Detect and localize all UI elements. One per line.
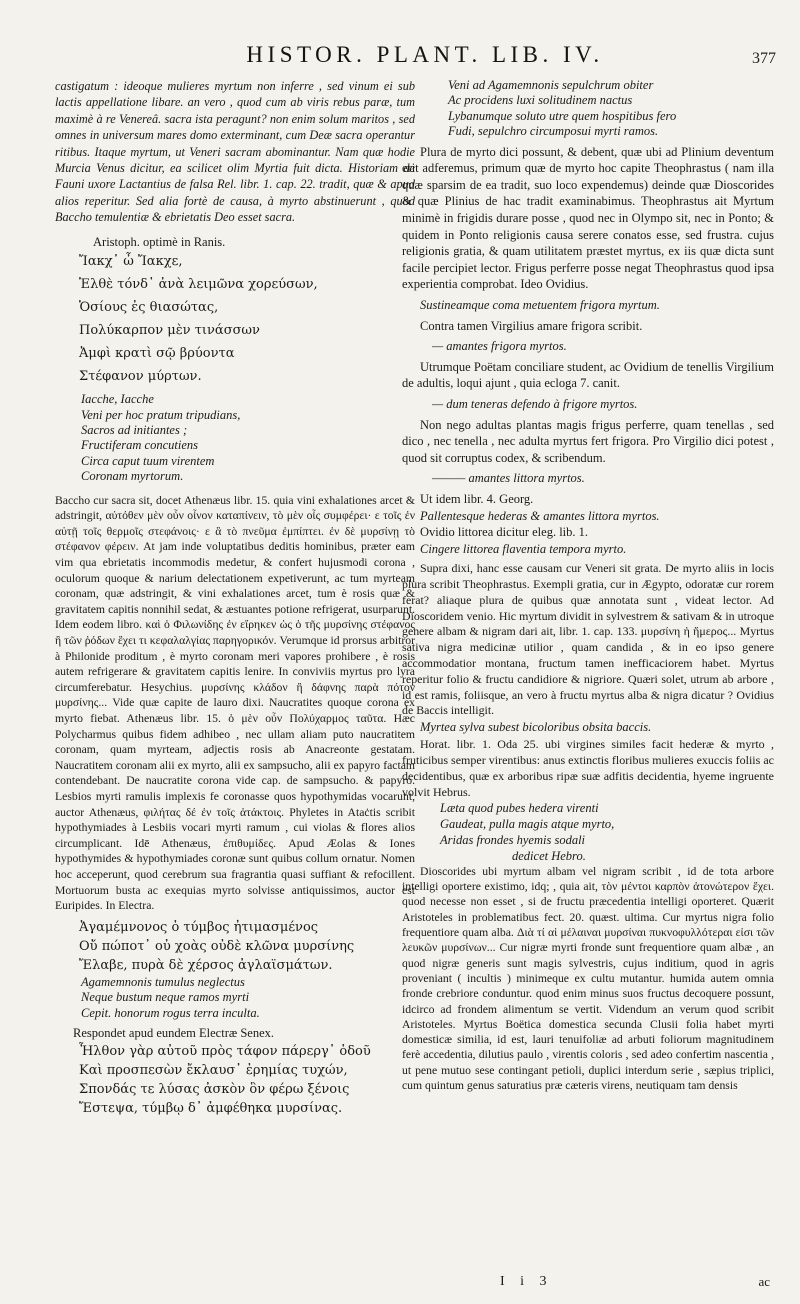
running-head: HISTOR. PLANT. LIB. IV. [246, 42, 604, 67]
latin-verse: dedicet Hebro. [512, 848, 586, 863]
paragraph: Dioscorides ubi myrtum albam vel nigram scribit , id de tota arbore intelligi oportere existimo, idq; , quia ait, τὸν μέντοι καρπὸν ἀτονώτερον ἔχει. quod necesse non esset , si de fructu præcedentia intelligi oporteret. Quærit Aristoteles in problematibus fect. 20. quæst. ultima. Cur myrtus nigra folio frequentiore quam alba. Διὰ τί αἱ μέλαιναι μυρσίναι πυκνοφυλλότεραι εἰσι τῶν λευκῶν μυρσίνων... Cur nigræ myrti fronde sunt frequentiore quam albæ , an quod nigræ generis sunt magis sylvestris, cujus inditium, quod in agris proveniant ( incultis ) minimeque ex cultu mutantur. humida autem omnia fronde crebriore conduntur. quod enim minus suos fructus decoquere possunt, idcirco ad frondem alimentum se vertit. Videndum an verum quod scribit Aristoteles. Myrtus Boëtica domestica secunda Clusii folia habet myrti domesticæ similia, id est, lauri tenuifoliæ ad arbuti foliorum magnitudinem ferè accedentia, dilutius paulo , virentis coloris , sed adeo confertim nascentia , ut pene mutuo sese contingant petioli, duplici interdum serie , sæpius triplici, cum quintum genus saturatius præ cæteris virens, neutiquam tam densis [402, 864, 774, 1092]
paragraph: Ut idem libr. 4. Georg. [420, 491, 534, 506]
latin-verse: Veni ad Agamemnonis sepulchrum obiter [448, 78, 654, 92]
greek-verse: Στέφανον μύρτων. [79, 369, 202, 385]
citation: Aristoph. optimè in Ranis. [93, 234, 226, 249]
latin-verse: Fructiferam concutiens [81, 438, 198, 453]
paragraph: castigatum : ideoque mulieres myrtum non inferre , sed vinum ei sub lactis appellatione libare. an vero , quod cum ab viris rebus paræ, tum maximè à re Venereâ. sacra ista peragunt? non enim solum maritos , sed omnes in universum mares domo exterminant, cum Deæ sacra operantur ritibus. Itaque myrtum, ut Veneri sacram abominantur. Nam quæ hodie Murcia Venus dicitur, ea scilicet olim Myrtia fuit dicta. Historiam de Fauni uxore Lactantius de falsa Rel. libr. 1. cap. 22. tradit, quæ & apud alios reperitur. Sed alia fortè de causa, à myrto abstinuerunt , quod Baccho temulentiæ & ebrietatis Deo esset sacra. [55, 79, 415, 225]
paragraph: Supra dixi, hanc esse causam cur Veneri sit grata. De myrto aliis in locis plura scribit Theophrastus. Exempli gratia, cur in Ægypto, odoratæ cur rorem ferat? aliaque plura de quibus quæ annotata sunt , videat lector. Ad Dioscoridem venio. Hic myrtum dividit in sylvestrem & sativam & in utroque genere albam & nigram dari ait, libr. 1. cap. 133. μυρσίνη ἡ ἥμερος... Myrtus sativa nigra medicinæ utilior , quam candida , & in eo ipso genere accommodatior montana, fructum tamen inefficaciorem habet. Myrtus reperitur folio & fructu candidiore & nigriore. Quæri solet, utrum ab arbore , id est ramis, foliisque, an vero à fructu myrtus alba & nigra dicatur ? Ovidius de Baccis intelligit. [402, 561, 774, 718]
paragraph: Plura de myrto dici possunt, & debent, quæ ubi ad Plinium deventum erit adferemus, primum quæ de myrto hoc capite Theophrastus ( nam illa quæ sparsim de ea tradit, suo loco expendemus) deinde quæ Dioscorides & quæ Plinius de hac tradit examinabimus. Theophrastus ait Myrtum minimè in frigidis durare posse , quod nec in Olympo sit, nec in Ponto; & quidem in Ponto religionis causa serere conatos esse, sed frustra. cujus religionis gratia, & quam utilitatem præstet myrtus, ex iis quæ dicta sunt facile percipiet lector. Frigus perferre posse negat Theophrastus quod ipsa experientia comprobat. Ideo Ovidius. [402, 144, 774, 292]
greek-verse: Πολύκαρπον μὲν τινάσσων [79, 323, 260, 339]
greek-verse: Καὶ προσπεσὼν ἔκλαυσ᾽ ἐρημίας τυχών, [79, 1062, 348, 1078]
latin-verse: Læta quod pubes hedera virenti [440, 800, 599, 815]
quotation: Sustineamque coma metuentem frigora myrtum. [420, 297, 660, 312]
latin-verse: Coronam myrtorum. [81, 469, 184, 484]
greek-verse: Σπονδάς τε λύσας ἀσκὸν ὃν φέρω ξένοις [79, 1081, 350, 1097]
latin-verse: Neque bustum neque ramos myrti [81, 990, 250, 1005]
paragraph: Utrumque Poëtam conciliare student, ac Ovidium de tenellis Virgilium de adultis, loqui ajunt , quia ecloga 7. canit. [402, 359, 774, 391]
paragraph: Horat. libr. 1. Oda 25. ubi virgines similes facit hederæ & myrto , fruticibus semper virentibus: anus extinctis floribus mulieres exuccis foliis ac decidentibus, quæ ex arboribus ripæ suæ adfitis decidentia, hyeme ingruente volvit Hebrus. [402, 736, 774, 799]
page-number: 377 [752, 50, 776, 67]
catchword: ac [758, 1274, 770, 1289]
quotation: Cingere littorea flaventia tempora myrto. [420, 541, 627, 556]
greek-verse: Ὁσίους ἐς θιασώτας, [79, 300, 219, 316]
latin-verse: Fudi, sepulchro circumposui myrti ramos. [448, 124, 659, 139]
greek-verse: Ἔστεψα, τύμβῳ δ᾽ ἀμφέθηκα μυρσίνας. [79, 1100, 343, 1116]
quotation: — amantes frigora myrtos. [432, 339, 567, 354]
paragraph: Non nego adultas plantas magis frigus perferre, quam tenellas , sed dico , nec tenella , nec adulta myrtus fert frigora. Pro Virgilio dici potest , quod sit corruptus codex, & scribendum. [402, 417, 774, 465]
latin-verse: Cepit. honorum rogus terra inculta. [81, 1005, 260, 1020]
greek-verse: Ἦλθον γὰρ αὐτοῦ πρὸς τάφον πάρεργ᾽ ὁδοῦ [79, 1043, 371, 1059]
greek-verse: Ἔλαβε, πυρὰ δὲ χέρσος ἀγλαϊσμάτων. [79, 957, 333, 973]
signature-mark: I i 3 [500, 1274, 553, 1289]
latin-verse: Agamemnonis tumulus neglectus [81, 974, 245, 989]
left-column [55, 78, 415, 1118]
paragraph: Contra tamen Virgilius amare frigora scribit. [420, 318, 643, 333]
greek-verse: Ἀμφὶ κρατὶ σῷ βρύοντα [79, 346, 235, 362]
paragraph: Ovidio littorea dicitur eleg. lib. 1. [420, 525, 589, 540]
greek-verse: Ἴακχ᾽ ὦ Ἴακχε, [79, 254, 183, 270]
latin-verse: Circa caput tuum virentem [81, 453, 215, 468]
latin-verse: Veni per hoc pratum tripudians, [81, 407, 241, 422]
quotation: — dum teneras defendo à frigore myrtos. [432, 396, 638, 411]
quotation: Myrtea sylva subest bicoloribus obsita baccis. [420, 720, 652, 735]
latin-verse: Iacche, Iacche [81, 392, 154, 407]
latin-verse: Gaudeat, pulla magis atque myrto, [440, 816, 615, 831]
greek-verse: Ἀγαμέμνονος ὁ τύμβος ἠτιμασμένος [79, 919, 319, 935]
paragraph: Baccho cur sacra sit, docet Athenæus libr. 15. quia vini exhalationes arcet & adstringit, αὐτόθεν μὲν οὖν οἶνον καταπίνειν, τὸ μὲν οἶς συμφέρει· ε τοῖς ἐν αὐτῇ τοῖς θερμοῖς στεφάνοις· ε ἃ τὸ πνεῦμα ἐμπίπτει. ἐν δὲ μυρσίνῃ τὸ στέφανον φέρειν. At jam inde voluptatibus deditis hominibus, præter eam vim qua ebrietatis incommodis medetur, & confert hujusmodi corona , oculorum quoque & narium delectationem expetiverunt, ac tum myrteam coronam, quæ adstringit, & vini exhalationes arcet, tum è rosis quæ & gravitatem capitis nonnihil sedat, & æstuantes potione refrigerat, usurparunt. Idem eodem libro. καὶ ὁ Φιλωνίδης ἐν εἴρηκεν ὡς ὁ τῆς μυρσίνης στέφανος ἢ τῶν ῥόδων ἔχει τι κεφαλαλγίας παρηγορικόν. Verumque id prorsus arbitror à Philonide proditum , è myrto coronam meri vapores prohibere , è rosis autem refrigerare & gravitatem capitis lenire. In conviviis myrtus pro lyra circumferebatur. Hesychius. μυρσίνης κλάδον ἢ δάφνης παρὰ πότον μυρσίνης... Vide quæ capite de lauro dixi. Naucratites quoque corona ex myrto fiebat. Athenæus libr. 15. ὁ μὲν οὖν Πολύχαρμος ταῦτα. Hæc Polycharmus quibus fidem adhibeo , nec ullam aliam puto naucratitem coronam, quam myrteam, adjectis rosis ab Anacreonte gestatam. Naucratitem coronam alii ex myrto, alii ex sampsucho, alii ex papyro factam contendebant. De naucratite corona vide cap. de sampsucho. & papyro. Lesbios myrti ramulis implexis fe coronasse quos hypothymidas vocarunt, auctor Athenæus, φιλήτας δέ ἐν τοῖς ἀτάκτοις. Phyletes in Ataċtis scribit hypothymiades à Lesbiis vocari myrti ramum , cui violas & flores alios circumplicant. Idē Athenæus, ἐπιθυμίδες. Apud Æolas & Iones hypothymides & hypothymiades coronæ sunt quibus collum ornatur. Nomen hoc acceperunt, quod cerebrum sua fragrantia quasi suffiant & refocillent. Mortuorum busta ac exequias myrto solvisse antiquissimos, auctor est Euripides. In Electra. [55, 493, 415, 913]
paragraph: Respondet apud eundem Electræ Senex. [73, 1025, 274, 1040]
latin-verse: Ac procidens luxi solitudinem nactus [448, 93, 633, 108]
greek-verse: Ἐλθὲ τόνδ᾽ ἀνὰ λειμῶνα χορεύσων, [79, 277, 318, 293]
greek-verse: Οὔ πώποτ᾽ οὐ χοὰς οὐδὲ κλῶνα μυρσίνης [79, 938, 355, 954]
latin-verse: Sacros ad initiantes ; [81, 423, 188, 438]
right-column [402, 78, 774, 1093]
latin-verse: Lybanumque soluto utre quem hospitibus fero [448, 108, 677, 123]
quotation: Pallentesque hederas & amantes littora myrtos. [420, 508, 660, 523]
latin-verse: Aridas frondes hyemis sodali [440, 832, 586, 847]
quotation: ——— amantes littora myrtos. [432, 471, 585, 486]
